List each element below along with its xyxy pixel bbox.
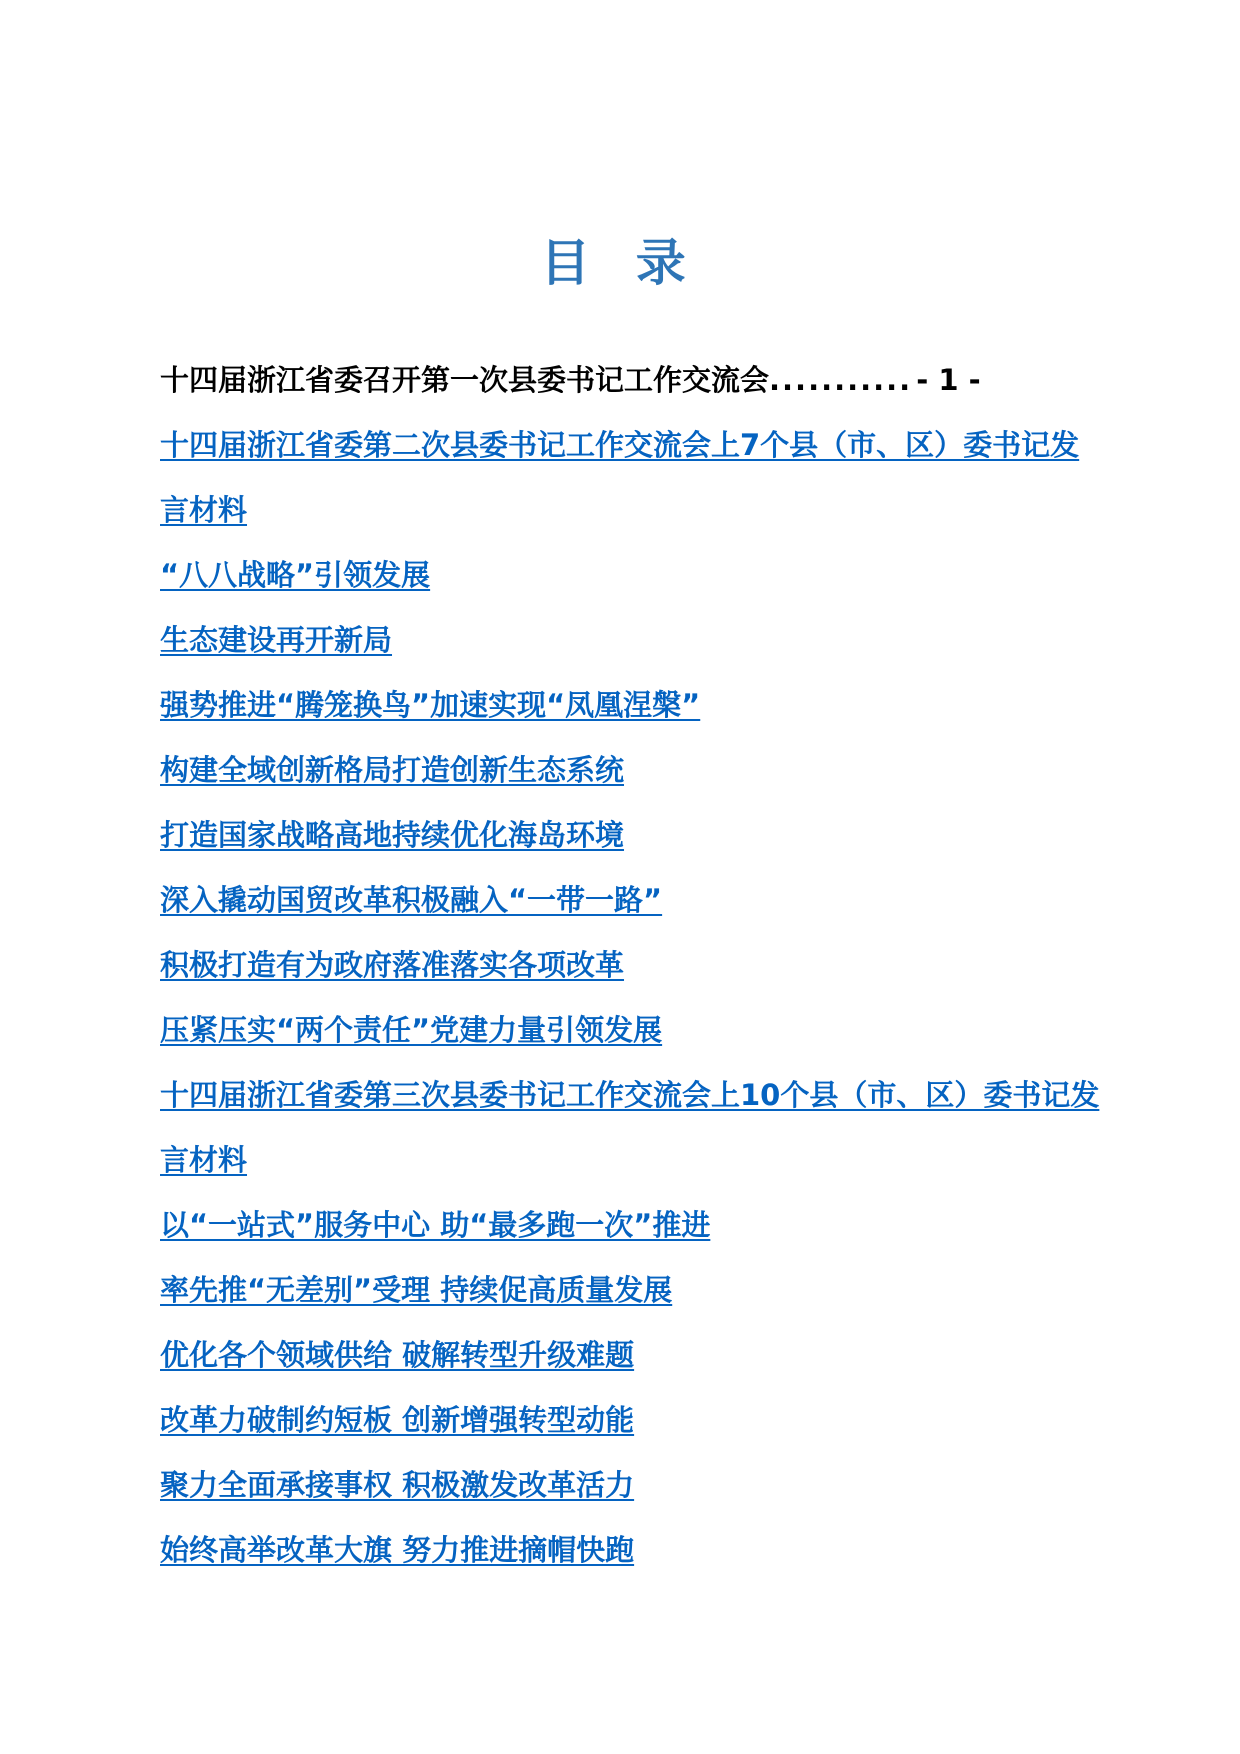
toc-entry-2[interactable] — [160, 413, 1100, 543]
toc-entry-7[interactable] — [160, 803, 1100, 868]
toc-entry-13[interactable] — [160, 1258, 1100, 1323]
toc-link[interactable]: “八八战略”引领发展 — [160, 558, 431, 592]
toc-link[interactable]: 生态建设再开新局 — [160, 623, 393, 657]
toc-entry-1[interactable] — [160, 348, 1100, 413]
toc-link[interactable]: 率先推“无差别”受理 持续促高质量发展 — [160, 1273, 673, 1307]
toc-entry-15[interactable] — [160, 1388, 1100, 1453]
toc-entry-text[interactable]: 十四届浙江省委召开第一次县委书记工作交流会 — [160, 363, 770, 397]
toc-entry-14[interactable] — [160, 1323, 1100, 1388]
toc-link[interactable]: 积极打造有为政府落准落实各项改革 — [160, 948, 625, 982]
toc-link[interactable]: 优化各个领域供给 破解转型升级难题 — [160, 1338, 635, 1372]
toc-link[interactable]: 深入撬动国贸改革积极融入“一带一路” — [160, 883, 663, 917]
toc-entry-9[interactable] — [160, 933, 1100, 998]
toc-link[interactable]: 十四届浙江省委第二次县委书记工作交流会上7个县（市、区）委书记发言材料 — [160, 428, 1080, 527]
toc-link[interactable]: 强势推进“腾笼换鸟”加速实现“凤凰涅槃” — [160, 688, 701, 722]
toc-entry-16[interactable] — [160, 1453, 1100, 1518]
toc-link[interactable]: 改革力破制约短板 创新增强转型动能 — [160, 1403, 635, 1437]
toc-link[interactable]: 打造国家战略高地持续优化海岛环境 — [160, 818, 625, 852]
toc-entry-10[interactable] — [160, 998, 1100, 1063]
toc-entry-6[interactable] — [160, 738, 1100, 803]
toc-entry-8[interactable] — [160, 868, 1100, 933]
toc-link[interactable]: 压紧压实“两个责任”党建力量引领发展 — [160, 1013, 663, 1047]
toc-entry-5[interactable] — [160, 673, 1100, 738]
toc-link[interactable]: 构建全域创新格局打造创新生态系统 — [160, 753, 625, 787]
toc-link[interactable]: 十四届浙江省委第三次县委书记工作交流会上10个县（市、区）委书记发言材料 — [160, 1078, 1100, 1177]
toc-entry-11[interactable] — [160, 1063, 1100, 1193]
toc-entry-3[interactable] — [160, 543, 1100, 608]
toc-entry-12[interactable] — [160, 1193, 1100, 1258]
toc-page-number: - 1 - — [916, 363, 981, 397]
toc-link[interactable]: 以“一站式”服务中心 助“最多跑一次”推进 — [160, 1208, 711, 1242]
toc-entry-4[interactable] — [160, 608, 1100, 673]
toc-entry-17[interactable] — [160, 1518, 1100, 1583]
toc-link[interactable]: 始终高举改革大旗 努力推进摘帽快跑 — [160, 1533, 635, 1567]
toc-link[interactable]: 聚力全面承接事权 积极激发改革活力 — [160, 1468, 635, 1502]
toc-dot-leader: ........... — [769, 363, 913, 397]
page-title: 目 录 — [540, 234, 700, 292]
toc-list — [160, 348, 1100, 1583]
